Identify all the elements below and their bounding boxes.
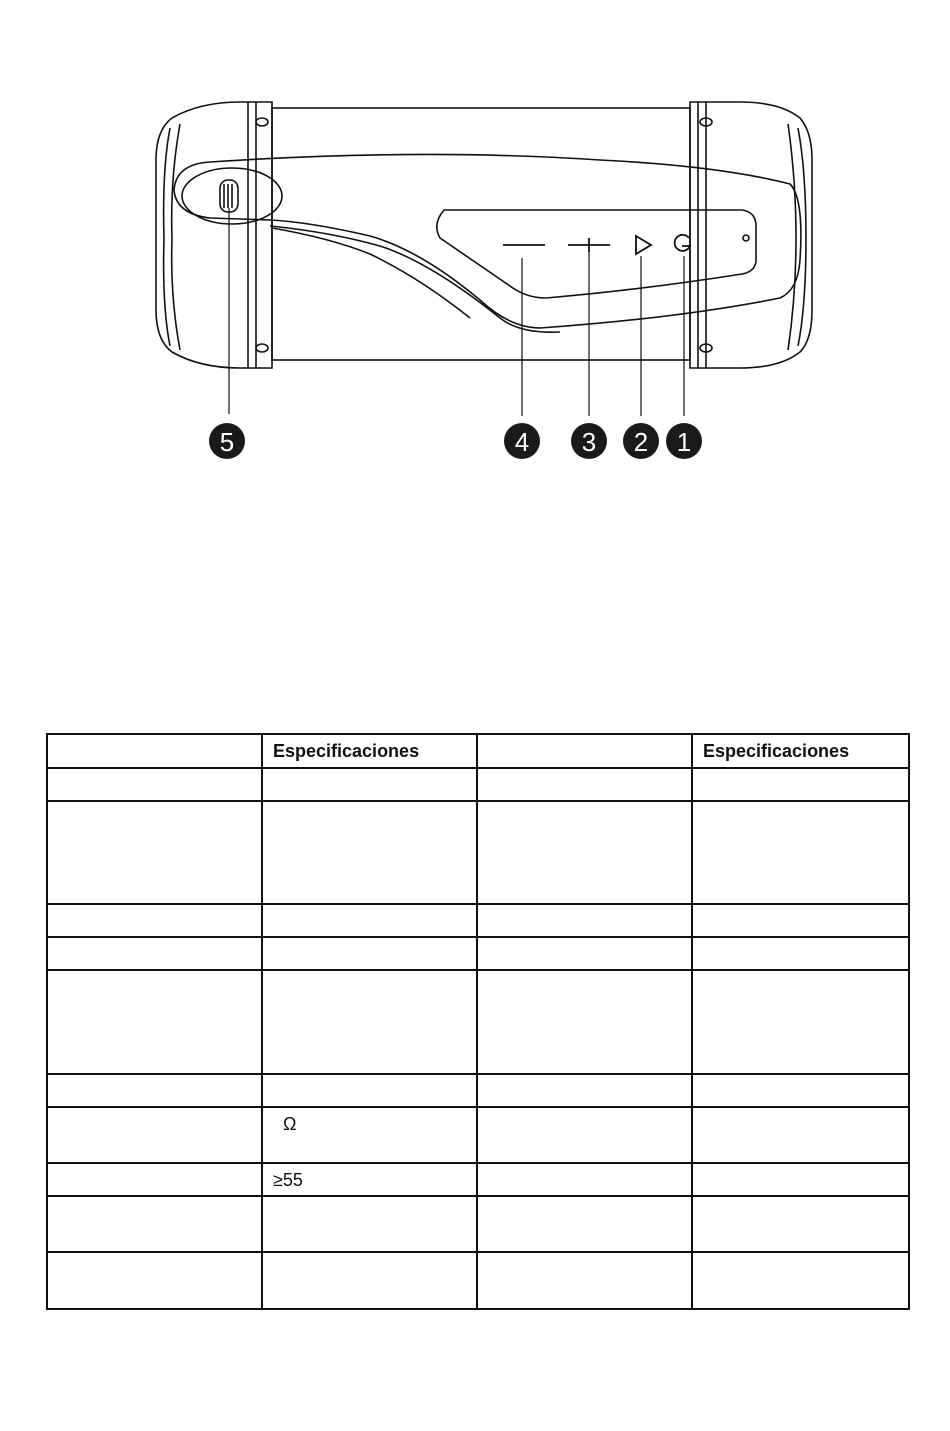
callout-1	[666, 423, 702, 459]
callout-2	[623, 423, 659, 459]
svg-text:2: 2	[633, 427, 649, 457]
table-cell	[47, 937, 262, 970]
screw-icon	[256, 118, 268, 126]
table-cell	[47, 1074, 262, 1107]
table-cell: Ω	[262, 1107, 477, 1163]
table-cell	[262, 768, 477, 801]
table-cell	[477, 1074, 692, 1107]
table-cell	[47, 768, 262, 801]
right-end-cap	[690, 102, 812, 368]
table-cell	[477, 801, 692, 904]
table-row	[47, 801, 909, 904]
table-row	[47, 904, 909, 937]
table-row	[47, 937, 909, 970]
callout-4	[504, 423, 540, 459]
power-icon	[675, 235, 690, 251]
play-icon	[636, 236, 651, 254]
table-row	[47, 1196, 909, 1252]
table-row	[47, 768, 909, 801]
table-cell	[692, 1163, 909, 1196]
table-cell	[47, 1107, 262, 1163]
spec-table	[46, 733, 910, 1310]
table-cell	[47, 904, 262, 937]
table-header-cell: Especificaciones	[262, 734, 477, 768]
table-cell	[692, 937, 909, 970]
table-row	[47, 1107, 909, 1163]
table-header-cell	[477, 734, 692, 768]
table-cell	[262, 1074, 477, 1107]
speaker-diagram	[0, 0, 950, 480]
table-cell	[477, 1196, 692, 1252]
table-header-cell	[47, 734, 262, 768]
table-header-cell: Especificaciones	[692, 734, 909, 768]
table-cell	[47, 1163, 262, 1196]
svg-text:3: 3	[581, 427, 597, 457]
table-cell	[477, 937, 692, 970]
table-cell: ≥55	[262, 1163, 477, 1196]
table-cell	[692, 768, 909, 801]
table-cell	[692, 801, 909, 904]
table-cell	[47, 801, 262, 904]
table-cell	[477, 1107, 692, 1163]
table-row	[47, 1252, 909, 1309]
table-cell	[47, 1196, 262, 1252]
screw-icon	[256, 344, 268, 352]
table-cell	[477, 970, 692, 1074]
table-cell	[262, 1252, 477, 1309]
callout-5	[209, 423, 245, 459]
table-cell	[47, 970, 262, 1074]
table-cell	[262, 1196, 477, 1252]
left-end-cap	[156, 102, 272, 368]
table-cell	[692, 1074, 909, 1107]
svg-text:4: 4	[514, 427, 530, 457]
handle-outer	[174, 154, 801, 328]
table-cell	[477, 1163, 692, 1196]
table-cell	[692, 1196, 909, 1252]
table-row	[47, 1163, 909, 1196]
table-row	[47, 1074, 909, 1107]
table-cell	[692, 1252, 909, 1309]
table-cell	[262, 970, 477, 1074]
volume-up-icon	[568, 238, 610, 252]
table-cell	[262, 937, 477, 970]
control-panel	[437, 210, 756, 298]
table-row	[47, 970, 909, 1074]
speaker-body	[272, 108, 690, 360]
table-cell	[477, 768, 692, 801]
svg-text:1: 1	[676, 427, 692, 457]
table-cell	[477, 904, 692, 937]
table-cell	[262, 904, 477, 937]
table-header-row	[47, 734, 909, 768]
svg-text:5: 5	[219, 427, 235, 457]
led-indicator	[743, 235, 749, 241]
table-cell	[47, 1252, 262, 1309]
table-cell	[692, 904, 909, 937]
table-cell	[692, 970, 909, 1074]
table-cell	[692, 1107, 909, 1163]
table-cell	[262, 801, 477, 904]
callout-3	[571, 423, 607, 459]
table-cell	[477, 1252, 692, 1309]
